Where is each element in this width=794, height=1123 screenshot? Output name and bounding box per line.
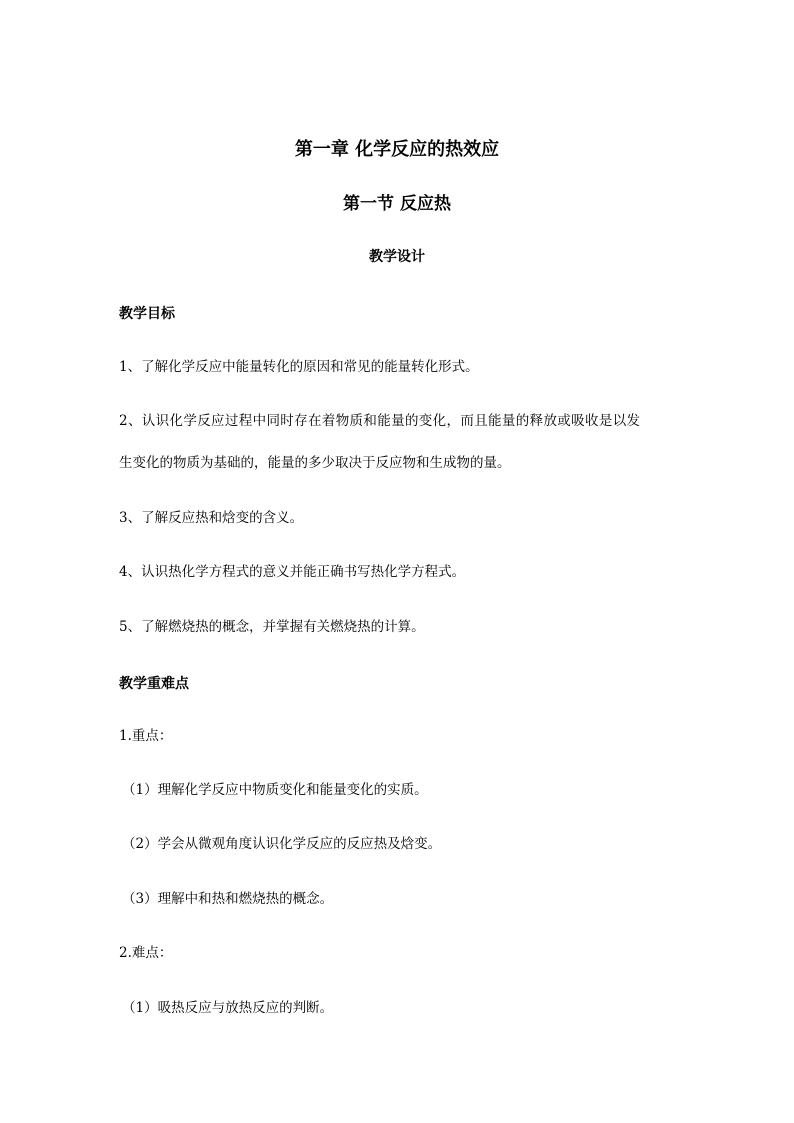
objective-item-3: 3、了解反应热和焓变的含义。 (119, 510, 304, 526)
key-points-heading: 教学重难点 (119, 676, 189, 692)
focus-item-1: （1）理解化学反应中物质变化和能量变化的实质。 (122, 782, 428, 798)
difficulty-label: 2.难点： (119, 945, 173, 961)
objective-item-2-continued: 生变化的物质为基础的，能量的多少取决于反应物和生成物的量。 (119, 455, 511, 471)
objectives-heading: 教学目标 (119, 306, 175, 322)
objective-item-1: 1、了解化学反应中能量转化的原因和常见的能量转化形式。 (119, 359, 479, 375)
objective-item-2: 2、认识化学反应过程中同时存在着物质和能量的变化，而且能量的释放或吸收是以发 (119, 413, 641, 429)
objective-item-4: 4、认识热化学方程式的意义并能正确书写热化学方程式。 (119, 564, 466, 580)
focus-item-3: （3）理解中和热和燃烧热的概念。 (122, 891, 334, 907)
focus-label: 1.重点： (119, 728, 173, 744)
difficulty-item-1: （1）吸热反应与放热反应的判断。 (122, 1000, 334, 1016)
section-title: 第一节 反应热 (343, 194, 451, 214)
objective-item-5: 5、了解燃烧热的概念，并掌握有关燃烧热的计算。 (119, 619, 425, 635)
design-label: 教学设计 (369, 249, 425, 265)
chapter-title: 第一章 化学反应的热效应 (294, 139, 500, 160)
focus-item-2: （2）学会从微观角度认识化学反应的反应热及焓变。 (122, 836, 442, 852)
